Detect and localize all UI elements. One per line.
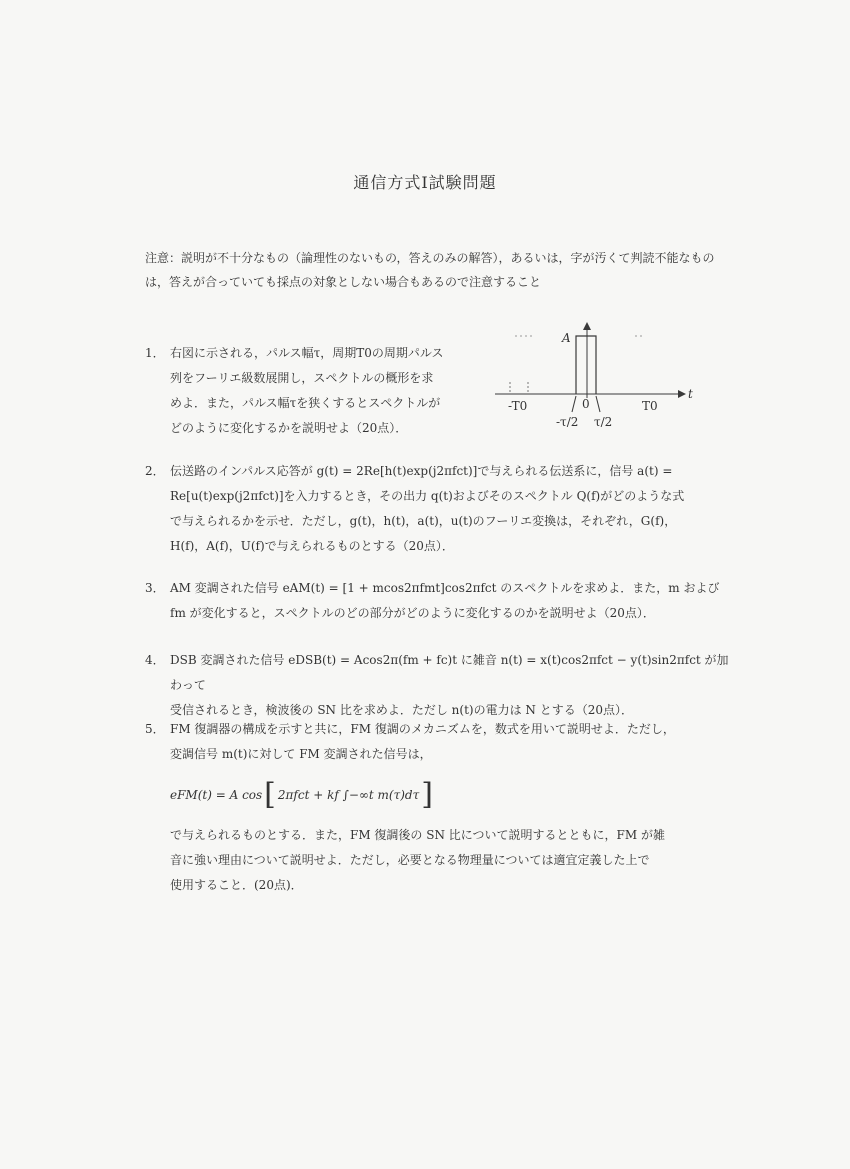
question-line: で与えられるかを示せ．ただし，g(t)，h(t)，a(t)，u(t)のフーリエ変換は，それぞれ，G(f)， [170,514,677,528]
question-number: 5． [145,722,165,736]
question-line: で与えられるものとする．また，FM 復調後の SN 比について説明するとともに，FM が雑 [170,828,665,842]
formula-lhs: eFM(t) = A cos [170,787,263,802]
page-title: 通信方式Ⅰ試験問題 [353,173,497,192]
question-line: 音に強い理由について説明せよ．ただし，必要となる物理量については適宜定義した上で [170,853,650,867]
tick-mark [596,396,600,412]
formula-bracket-open: [ [264,777,276,812]
tick-label: 0 [582,397,590,411]
question-line: Re[u(t)exp(j2πfct)]を入力するとき，その出力 q(t)およびそのスペクトル Q(f)がどのような式 [170,489,685,503]
center-pulse [576,336,596,394]
question-number: 4． [145,653,165,667]
question-line: DSB 変調された信号 eDSB(t) = Acos2π(fm + fc)t に雑音 n(t) = x(t)cos2πfct − y(t)sin2πfct が加わって [170,653,729,692]
amplitude-label: A [562,331,571,345]
question-line: 伝送路のインパルス応答が g(t) = 2Re[h(t)exp(j2πfct)]で与えられる伝送系に，信号 a(t) = [170,464,673,478]
question-line: 変調信号 m(t)に対して FM 変調された信号は， [170,747,432,761]
question-number: 1． [145,346,165,360]
question-line: FM 復調器の構成を示すと共に，FM 復調のメカニズムを，数式を用いて説明せよ．ただし， [170,722,675,736]
formula-bracket-close: ] [421,777,433,812]
question-line: 使用すること．(20点)． [170,878,303,892]
question-line: めよ．また，パルス幅τを狭くするとスペクトルが [170,396,441,410]
time-axis-arrow [678,390,686,398]
question-line: H(f)，A(f)，U(f)で与えられるものとする（20点）． [170,539,454,553]
time-axis-label: t [688,387,693,401]
question-line: 右図に示される，パルス幅τ，周期T0の周期パルス [170,346,444,360]
formula-inner: 2πfct + kf ∫−∞t m(τ)dτ [277,787,420,802]
question-number: 3． [145,581,165,595]
tick-mark [572,396,576,412]
question-number: 2． [145,464,165,478]
question-line: fm が変化すると，スペクトルのどの部分がどのように変化するのかを説明せよ（20点）． [170,606,655,620]
question-1 [145,341,485,441]
tick-label: T0 [642,399,658,413]
question-2 [145,459,735,559]
amplitude-axis-arrow [583,322,591,330]
fm-signal-formula [170,773,735,817]
pulse-train-figure [490,320,700,435]
question-line: どのように変化するかを説明せよ（20点）． [170,421,408,435]
question-4 [145,648,735,723]
tick-label: τ/2 [594,415,613,429]
tick-label: -T0 [508,399,528,413]
question-line: 受信されるとき，検波後の SN 比を求めよ．ただし n(t)の電力は N とする（20点）． [170,703,633,717]
tick-label: -τ/2 [556,415,579,429]
question-line: 列をフーリエ級数展開し，スペクトルの概形を求 [170,371,434,385]
notice-text: 注意：説明が不十分なもの（論理性のないもの，答えのみの解答），あるいは，字が汚くて判読不能なものは，答えが合っていても採点の対象としない場合もあるので注意すること [145,251,715,289]
question-3 [145,576,735,626]
question-line: AM 変調された信号 eAM(t) = [1 + mcos2πfmt]cos2πfct のスペクトルを求めよ．また，m および [170,581,720,595]
question-5 [145,717,735,898]
